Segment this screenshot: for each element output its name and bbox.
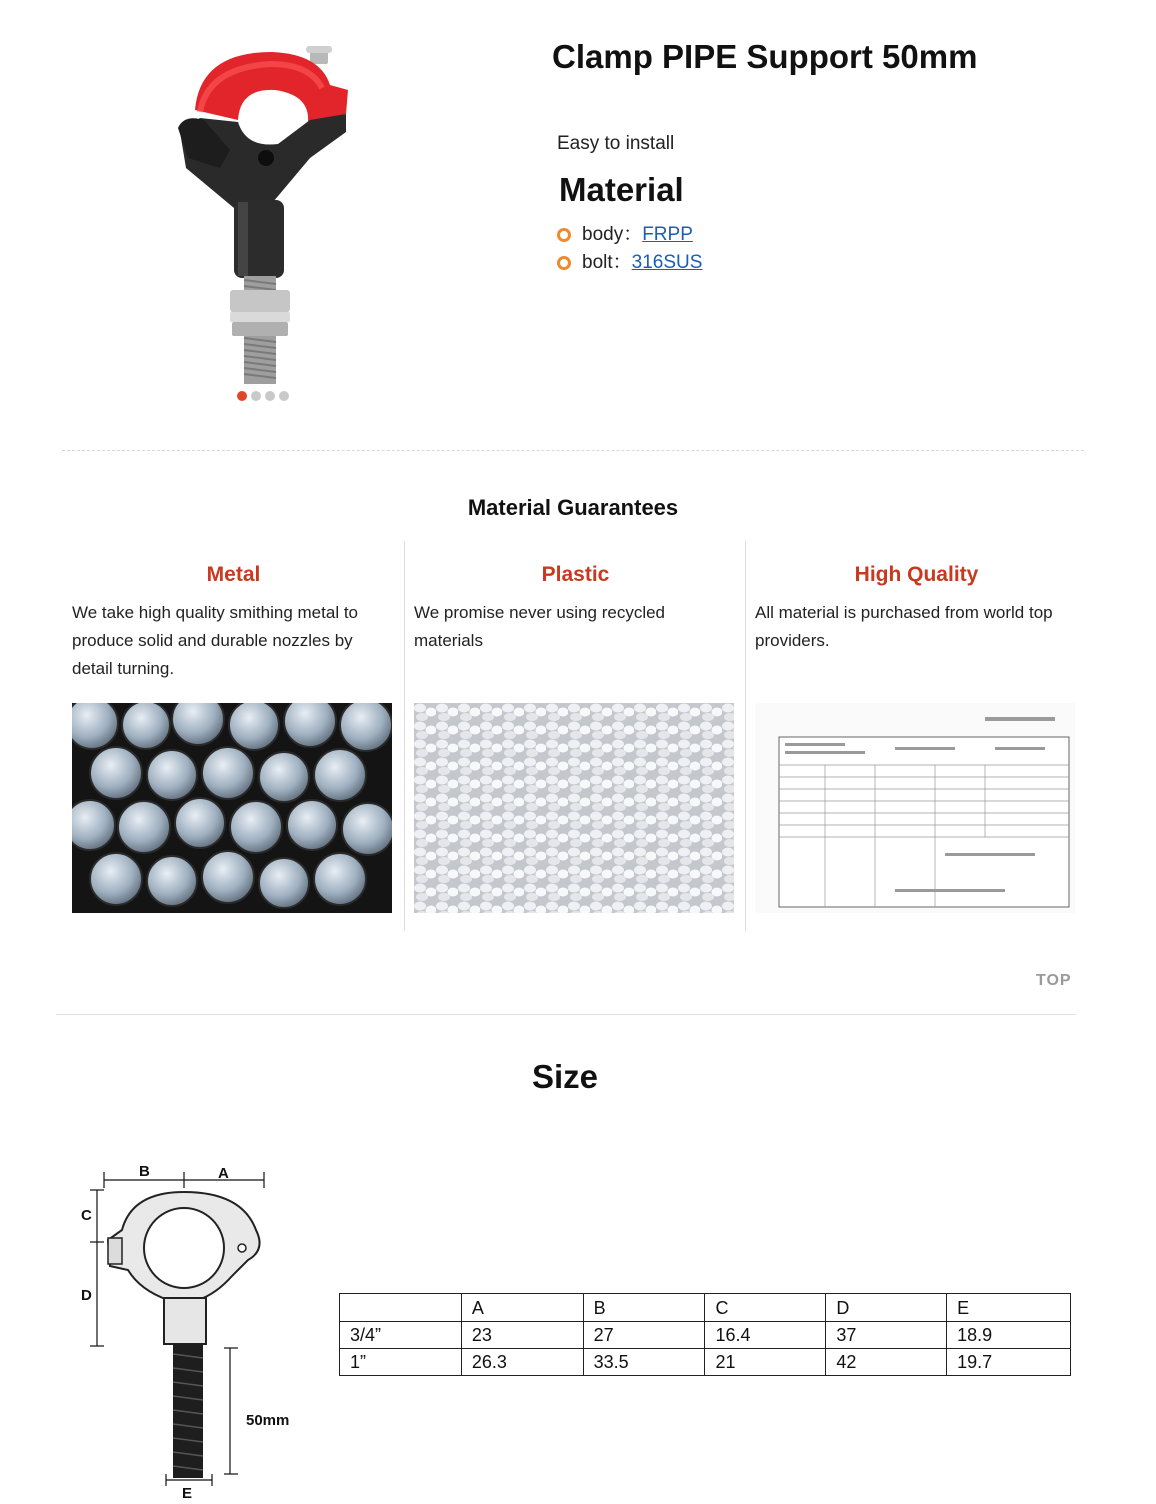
carousel-dot[interactable]: [251, 391, 261, 401]
dimension-label-a: A: [218, 1165, 229, 1182]
size-title: Size: [531, 1058, 599, 1095]
circle-bullet-icon: [557, 228, 571, 242]
product-image: [160, 40, 360, 390]
table-cell: 21: [705, 1349, 826, 1376]
carousel-dot[interactable]: [237, 391, 247, 401]
carousel-dots: [237, 391, 289, 401]
guarantee-column-high-quality: [745, 541, 1087, 931]
material-link-frpp[interactable]: FRPP: [642, 224, 693, 245]
guarantee-column-plastic: [404, 541, 746, 931]
section-divider: [62, 450, 1084, 451]
dimension-diagram: [72, 1158, 312, 1504]
table-cell: B: [583, 1294, 705, 1322]
table-cell: 23: [461, 1322, 583, 1349]
guarantee-text: We take high quality smithing metal to produce solid and durable nozzles by detail turning.: [72, 603, 358, 678]
table-cell: 19.7: [947, 1349, 1071, 1376]
dimension-label-e: E: [182, 1485, 193, 1502]
material-link-316sus[interactable]: 316SUS: [631, 252, 703, 273]
material-label: body：: [582, 224, 643, 245]
table-cell: A: [461, 1294, 583, 1322]
metal-bars-image: [72, 703, 392, 913]
table-cell: 16.4: [705, 1322, 826, 1349]
guarantee-column-metal: [63, 541, 404, 931]
section-divider: [56, 1014, 1076, 1015]
material-label: bolt：: [582, 252, 632, 273]
dimension-label-length: 50mm: [246, 1412, 290, 1429]
table-header-row: [340, 1294, 1071, 1322]
table-cell: 26.3: [461, 1349, 583, 1376]
size-table: [339, 1293, 1071, 1376]
material-item-body: [557, 221, 702, 249]
table-cell: 37: [826, 1322, 947, 1349]
product-title: Clamp PIPE Support 50mm: [552, 38, 978, 75]
guarantee-text: All material is purchased from world top providers.: [755, 603, 1053, 650]
guarantee-heading: Metal: [206, 563, 261, 586]
plastic-pellets-image: [414, 703, 734, 913]
product-tagline: Easy to install: [557, 133, 675, 154]
guarantee-heading: High Quality: [854, 563, 979, 586]
dimension-label-b: B: [139, 1163, 150, 1180]
table-cell: 18.9: [947, 1322, 1071, 1349]
material-list: [557, 221, 702, 277]
carousel-dot[interactable]: [265, 391, 275, 401]
table-cell: 1”: [340, 1349, 462, 1376]
inspection-certificate-image: [755, 703, 1075, 913]
table-cell: 33.5: [583, 1349, 705, 1376]
table-cell: D: [826, 1294, 947, 1322]
material-item-bolt: [557, 249, 702, 277]
dimension-label-c: C: [81, 1207, 92, 1224]
back-to-top-link[interactable]: TOP: [1036, 972, 1072, 989]
circle-bullet-icon: [557, 256, 571, 270]
table-cell: 3/4”: [340, 1322, 462, 1349]
table-cell: [340, 1294, 462, 1322]
guarantee-heading: Plastic: [541, 563, 610, 586]
guarantee-text: We promise never using recycled materials: [414, 603, 666, 650]
guarantees-title: Material Guarantees: [467, 495, 679, 520]
dimension-label-d: D: [81, 1287, 92, 1304]
table-row: [340, 1349, 1071, 1376]
table-cell: E: [947, 1294, 1071, 1322]
table-cell: C: [705, 1294, 826, 1322]
material-heading: Material: [559, 171, 684, 208]
table-row: [340, 1322, 1071, 1349]
carousel-dot[interactable]: [279, 391, 289, 401]
table-cell: 27: [583, 1322, 705, 1349]
table-cell: 42: [826, 1349, 947, 1376]
